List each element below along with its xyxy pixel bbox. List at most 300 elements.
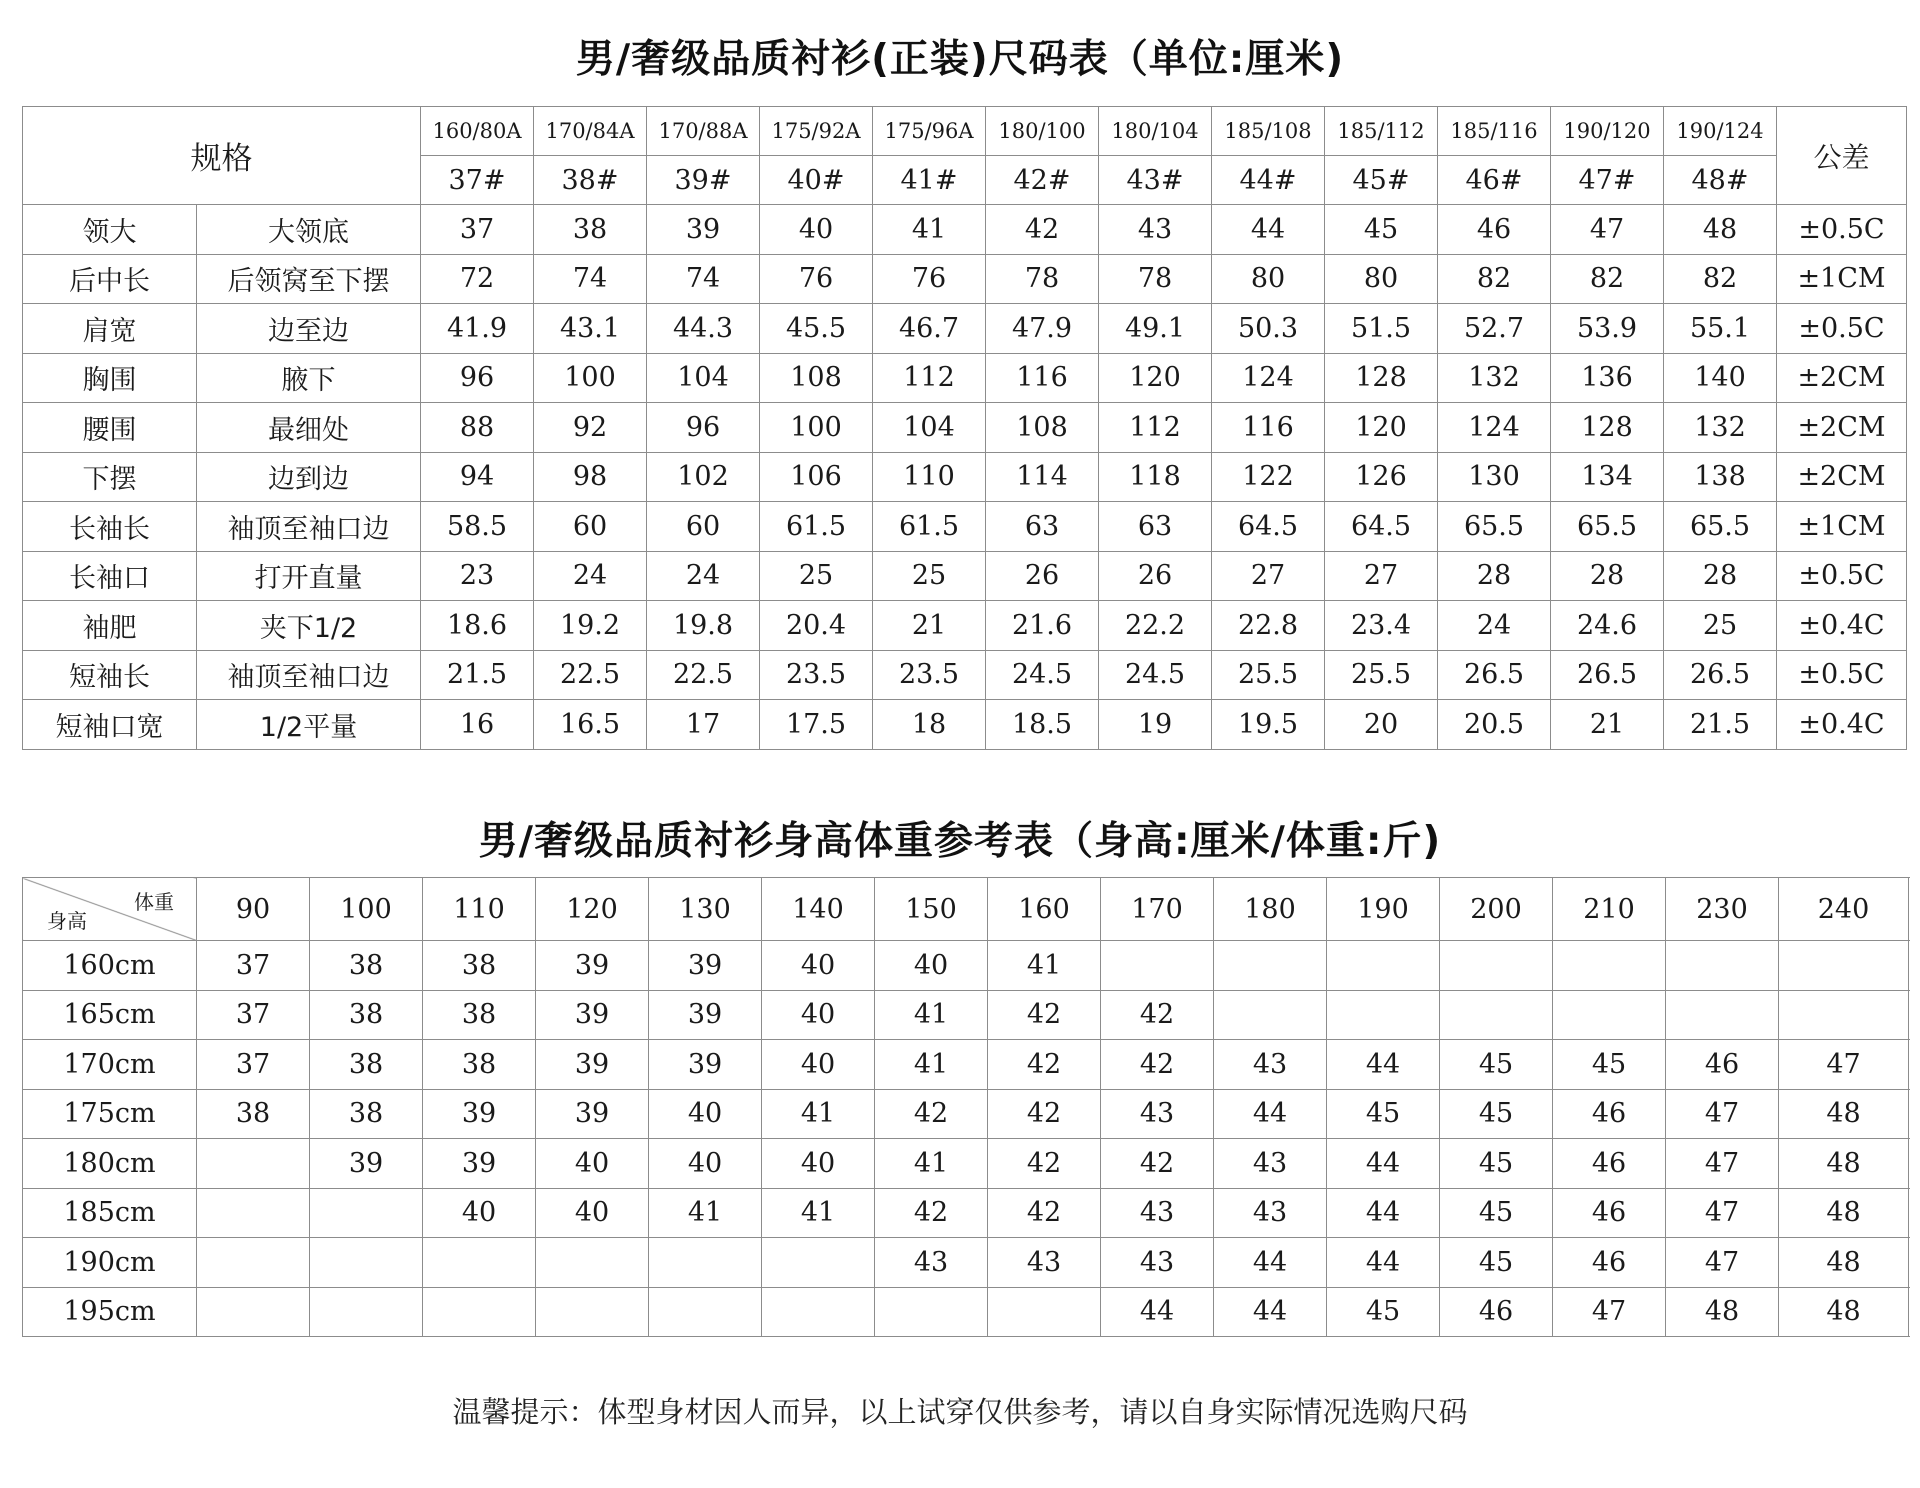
measurement-value: 28 [1438,551,1551,601]
size-code-header: 170/84A [534,107,647,156]
measurement-value: 104 [647,353,760,403]
measurement-value: 61.5 [760,502,873,552]
measurement-value: 42 [986,205,1099,255]
table-row [23,403,1907,453]
measurement-value: 39 [647,205,760,255]
size-recommendation: 42 [1101,1139,1214,1189]
measurement-value: 58.5 [421,502,534,552]
table-row [23,990,1909,1040]
measurement-value: 76 [873,254,986,304]
size-recommendation: 43 [1214,1139,1327,1189]
size-recommendation: 42 [875,1089,988,1139]
measurement-value: 65.5 [1551,502,1664,552]
measurement-value: 138 [1664,452,1777,502]
size-number-header: 40# [760,156,873,205]
table-row [23,941,1909,991]
measurement-value: 44.3 [647,304,760,354]
size-recommendation: 44 [1327,1238,1440,1288]
measurement-method: 夹下1/2 [197,601,421,651]
tolerance-header: 公差 [1777,107,1907,205]
measurement-value: 40 [760,205,873,255]
measurement-name: 肩宽 [23,304,197,354]
size-recommendation: 41 [762,1089,875,1139]
measurement-value: 27 [1325,551,1438,601]
size-recommendation: 39 [649,990,762,1040]
measurement-value: 65.5 [1664,502,1777,552]
footnote: 温馨提示：体型身材因人而异，以上试穿仅供参考，请以自身实际情况选购尺码 [452,1395,1468,1429]
size-recommendation: 43 [1214,1040,1327,1090]
measurement-name: 领大 [23,205,197,255]
size-recommendation: 39 [423,1089,536,1139]
size-recommendation: 48 [1666,1287,1779,1337]
measurement-value: 18.6 [421,601,534,651]
size-recommendation: 38 [310,1089,423,1139]
size-recommendation: 43 [875,1238,988,1288]
measurement-value: 88 [421,403,534,453]
measurement-method: 1/2平量 [197,700,421,750]
weight-header: 210 [1553,878,1666,941]
measurement-value: 44 [1212,205,1325,255]
measurement-value: 21.5 [1664,700,1777,750]
table-row [23,601,1907,651]
measurement-value: 100 [534,353,647,403]
size-recommendation: 44 [1327,1188,1440,1238]
measurement-value: 23 [421,551,534,601]
measurement-name: 长袖口 [23,551,197,601]
weight-header: 150 [875,878,988,941]
measurement-value: 46 [1438,205,1551,255]
size-recommendation: 45 [1327,1089,1440,1139]
measurement-value: 18 [873,700,986,750]
weight-header-row [23,878,1909,941]
measurement-name: 后中长 [23,254,197,304]
size-recommendation: 40 [536,1188,649,1238]
size-recommendation: 47 [1553,1287,1666,1337]
measurement-value: 51.5 [1325,304,1438,354]
table-row [23,353,1907,403]
size-recommendation: 42 [988,990,1101,1040]
tolerance-value: ±0.5C [1777,551,1907,601]
size-recommendation: 47 [1666,1139,1779,1189]
size-recommendation [1440,990,1553,1040]
weight-header: 200 [1440,878,1553,941]
measurement-value: 25.5 [1212,650,1325,700]
measurement-value: 74 [534,254,647,304]
measurement-value: 28 [1551,551,1664,601]
height-label: 160cm [23,941,197,991]
size-recommendation: 45 [1553,1040,1666,1090]
measurement-value: 60 [647,502,760,552]
tolerance-value: ±2CM [1777,452,1907,502]
size-recommendation: 46 [1440,1287,1553,1337]
size-code-header: 180/104 [1099,107,1212,156]
measurement-value: 94 [421,452,534,502]
measurement-value: 28 [1664,551,1777,601]
measurement-value: 106 [760,452,873,502]
size-recommendation [1440,941,1553,991]
measurement-name: 胸围 [23,353,197,403]
size-recommendation: 39 [536,990,649,1040]
size-recommendation: 37 [197,990,310,1040]
measurement-value: 47 [1551,205,1664,255]
size-recommendation [310,1287,423,1337]
size-recommendation: 48 [1779,1188,1909,1238]
measurement-value: 25 [1664,601,1777,651]
tolerance-value: ±0.5C [1777,304,1907,354]
measurement-method: 打开直量 [197,551,421,601]
measurement-value: 100 [760,403,873,453]
size-recommendation: 46 [1553,1089,1666,1139]
size-recommendation: 45 [1440,1089,1553,1139]
size-recommendation [423,1238,536,1288]
size-recommendation: 40 [875,941,988,991]
size-number-header: 41# [873,156,986,205]
size-recommendation: 43 [1101,1238,1214,1288]
measurement-value: 102 [647,452,760,502]
size-recommendation: 44 [1327,1040,1440,1090]
size-recommendation: 44 [1214,1089,1327,1139]
measurement-method: 最细处 [197,403,421,453]
table-row [23,1040,1909,1090]
size-recommendation: 41 [762,1188,875,1238]
measurement-method: 后领窝至下摆 [197,254,421,304]
measurement-value: 25 [873,551,986,601]
size-recommendation [762,1238,875,1288]
size-recommendation [1214,941,1327,991]
spec-header: 规格 [23,107,421,205]
tolerance-value: ±2CM [1777,353,1907,403]
measurement-value: 26.5 [1664,650,1777,700]
table-row [23,502,1907,552]
size-code-header: 185/112 [1325,107,1438,156]
measurement-value: 43 [1099,205,1212,255]
measurement-value: 98 [534,452,647,502]
measurement-value: 21.5 [421,650,534,700]
size-recommendation: 43 [1101,1188,1214,1238]
measurement-value: 43.1 [534,304,647,354]
tolerance-value: ±2CM [1777,403,1907,453]
size-recommendation [1779,941,1909,991]
size-recommendation: 48 [1779,1287,1909,1337]
size-recommendation [197,1139,310,1189]
size-recommendation [1553,941,1666,991]
measurement-method: 边到边 [197,452,421,502]
measurement-value: 50.3 [1212,304,1325,354]
measurement-value: 49.1 [1099,304,1212,354]
measurement-value: 110 [873,452,986,502]
size-recommendation: 40 [762,941,875,991]
measurement-value: 48 [1664,205,1777,255]
measurement-value: 63 [986,502,1099,552]
measurement-value: 128 [1325,353,1438,403]
table-row [23,650,1907,700]
size-recommendation [1327,941,1440,991]
reference-chart-table [22,877,1909,1337]
measurement-value: 132 [1664,403,1777,453]
size-number-header: 46# [1438,156,1551,205]
measurement-value: 17.5 [760,700,873,750]
size-recommendation [536,1238,649,1288]
measurement-value: 47.9 [986,304,1099,354]
measurement-value: 128 [1551,403,1664,453]
size-recommendation: 39 [310,1139,423,1189]
measurement-method: 大领底 [197,205,421,255]
measurement-value: 64.5 [1212,502,1325,552]
table-row [23,1238,1909,1288]
measurement-value: 19.8 [647,601,760,651]
size-recommendation: 44 [1214,1238,1327,1288]
size-recommendation: 48 [1779,1089,1909,1139]
size-code-header: 175/96A [873,107,986,156]
measurement-value: 16 [421,700,534,750]
measurement-value: 24.5 [1099,650,1212,700]
size-recommendation [649,1287,762,1337]
size-recommendation: 38 [310,1040,423,1090]
size-recommendation [423,1287,536,1337]
measurement-value: 26.5 [1438,650,1551,700]
measurement-value: 20.4 [760,601,873,651]
measurement-value: 45.5 [760,304,873,354]
size-recommendation: 45 [1440,1139,1553,1189]
size-number-header: 48# [1664,156,1777,205]
measurement-value: 116 [986,353,1099,403]
measurement-value: 38 [534,205,647,255]
measurement-value: 61.5 [873,502,986,552]
measurement-value: 41 [873,205,986,255]
measurement-value: 108 [760,353,873,403]
size-recommendation: 38 [197,1089,310,1139]
size-recommendation: 40 [762,1139,875,1189]
weight-header: 170 [1101,878,1214,941]
height-label: 175cm [23,1089,197,1139]
measurement-value: 25 [760,551,873,601]
size-recommendation: 39 [536,1089,649,1139]
measurement-value: 124 [1212,353,1325,403]
measurement-value: 78 [1099,254,1212,304]
size-recommendation: 43 [1214,1188,1327,1238]
size-recommendation: 39 [536,941,649,991]
measurement-value: 21 [1551,700,1664,750]
size-recommendation: 42 [1101,990,1214,1040]
size-recommendation: 43 [988,1238,1101,1288]
measurement-value: 134 [1551,452,1664,502]
measurement-value: 46.7 [873,304,986,354]
measurement-value: 24.5 [986,650,1099,700]
measurement-value: 112 [873,353,986,403]
measurement-value: 19.5 [1212,700,1325,750]
weight-header: 180 [1214,878,1327,941]
measurement-value: 52.7 [1438,304,1551,354]
size-recommendation: 44 [1101,1287,1214,1337]
size-code-header: 175/92A [760,107,873,156]
measurement-value: 114 [986,452,1099,502]
measurement-method: 袖顶至袖口边 [197,502,421,552]
measurement-value: 26 [1099,551,1212,601]
measurement-value: 53.9 [1551,304,1664,354]
size-number-header: 38# [534,156,647,205]
measurement-value: 136 [1551,353,1664,403]
measurement-value: 78 [986,254,1099,304]
size-recommendation [1214,990,1327,1040]
height-label: 185cm [23,1188,197,1238]
measurement-name: 长袖长 [23,502,197,552]
tolerance-value: ±0.5C [1777,205,1907,255]
tolerance-value: ±1CM [1777,254,1907,304]
size-recommendation: 40 [762,990,875,1040]
size-recommendation: 44 [1327,1139,1440,1189]
measurement-value: 18.5 [986,700,1099,750]
measurement-value: 23.5 [760,650,873,700]
size-recommendation: 39 [649,1040,762,1090]
table-row [23,1188,1909,1238]
measurement-value: 22.8 [1212,601,1325,651]
size-header-row [23,107,1907,156]
measurement-value: 26.5 [1551,650,1664,700]
weight-header: 120 [536,878,649,941]
measurement-value: 26 [986,551,1099,601]
size-recommendation: 48 [1779,1139,1909,1189]
measurement-value: 19.2 [534,601,647,651]
size-recommendation: 38 [310,941,423,991]
size-recommendation: 40 [536,1139,649,1189]
size-recommendation: 40 [762,1040,875,1090]
measurement-value: 74 [647,254,760,304]
size-recommendation: 45 [1440,1238,1553,1288]
size-recommendation: 45 [1440,1188,1553,1238]
size-number-header: 42# [986,156,1099,205]
measurement-value: 132 [1438,353,1551,403]
measurement-value: 64.5 [1325,502,1438,552]
size-recommendation: 42 [1101,1040,1214,1090]
measurement-value: 92 [534,403,647,453]
size-number-header: 37# [421,156,534,205]
measurement-value: 82 [1664,254,1777,304]
weight-header: 160 [988,878,1101,941]
table-row [23,1287,1909,1337]
measurement-value: 25.5 [1325,650,1438,700]
height-label: 195cm [23,1287,197,1337]
measurement-value: 116 [1212,403,1325,453]
measurement-value: 120 [1099,353,1212,403]
weight-header: 140 [762,878,875,941]
size-recommendation [875,1287,988,1337]
size-recommendation: 38 [423,990,536,1040]
size-recommendation: 47 [1666,1238,1779,1288]
weight-header: 110 [423,878,536,941]
size-number-header: 39# [647,156,760,205]
measurement-value: 21 [873,601,986,651]
height-label: 165cm [23,990,197,1040]
measurement-value: 76 [760,254,873,304]
size-recommendation: 45 [1440,1040,1553,1090]
size-code-header: 160/80A [421,107,534,156]
measurement-value: 72 [421,254,534,304]
weight-axis-label: 体重 [134,890,174,914]
size-recommendation: 42 [988,1089,1101,1139]
measurement-value: 122 [1212,452,1325,502]
measurement-value: 140 [1664,353,1777,403]
size-recommendation: 46 [1666,1040,1779,1090]
measurement-value: 96 [647,403,760,453]
size-recommendation [536,1287,649,1337]
size-recommendation: 39 [536,1040,649,1090]
measurement-value: 22.5 [647,650,760,700]
size-recommendation: 41 [875,1139,988,1189]
size-recommendation: 46 [1553,1188,1666,1238]
table-row [23,452,1907,502]
weight-header: 90 [197,878,310,941]
measurement-value: 63 [1099,502,1212,552]
size-recommendation [197,1287,310,1337]
size-recommendation: 45 [1327,1287,1440,1337]
size-recommendation: 40 [649,1089,762,1139]
measurement-value: 22.5 [534,650,647,700]
measurement-value: 120 [1325,403,1438,453]
size-recommendation [1779,990,1909,1040]
size-recommendation: 44 [1214,1287,1327,1337]
size-recommendation: 47 [1779,1040,1909,1090]
table-row [23,551,1907,601]
weight-header: 230 [1666,878,1779,941]
size-recommendation: 41 [988,941,1101,991]
measurement-value: 126 [1325,452,1438,502]
size-recommendation: 41 [875,1040,988,1090]
size-recommendation [1666,990,1779,1040]
table-row [23,1139,1909,1189]
weight-header: 130 [649,878,762,941]
table-row [23,254,1907,304]
size-code-header: 180/100 [986,107,1099,156]
size-recommendation [762,1287,875,1337]
tolerance-value: ±0.4C [1777,601,1907,651]
table-row [23,1089,1909,1139]
size-recommendation: 48 [1779,1238,1909,1288]
size-recommendation: 42 [988,1188,1101,1238]
size-recommendation: 38 [310,990,423,1040]
corner-header [23,878,197,941]
size-recommendation: 46 [1553,1238,1666,1288]
measurement-value: 16.5 [534,700,647,750]
size-recommendation [649,1238,762,1288]
measurement-value: 45 [1325,205,1438,255]
size-number-header: 45# [1325,156,1438,205]
measurement-value: 65.5 [1438,502,1551,552]
size-recommendation [988,1287,1101,1337]
weight-header: 190 [1327,878,1440,941]
size-recommendation: 42 [988,1040,1101,1090]
measurement-value: 24.6 [1551,601,1664,651]
measurement-name: 袖肥 [23,601,197,651]
measurement-value: 112 [1099,403,1212,453]
measurement-value: 24 [1438,601,1551,651]
measurement-value: 17 [647,700,760,750]
table-row [23,700,1907,750]
size-recommendation: 41 [875,990,988,1040]
size-recommendation: 37 [197,1040,310,1090]
height-label: 180cm [23,1139,197,1189]
size-recommendation: 39 [649,941,762,991]
size-code-header: 185/108 [1212,107,1325,156]
size-recommendation [1327,990,1440,1040]
measurement-method: 腋下 [197,353,421,403]
size-recommendation: 47 [1666,1188,1779,1238]
measurement-name: 下摆 [23,452,197,502]
measurement-value: 130 [1438,452,1551,502]
measurement-value: 24 [534,551,647,601]
measurement-value: 19 [1099,700,1212,750]
size-recommendation: 43 [1101,1089,1214,1139]
size-code-header: 185/116 [1438,107,1551,156]
